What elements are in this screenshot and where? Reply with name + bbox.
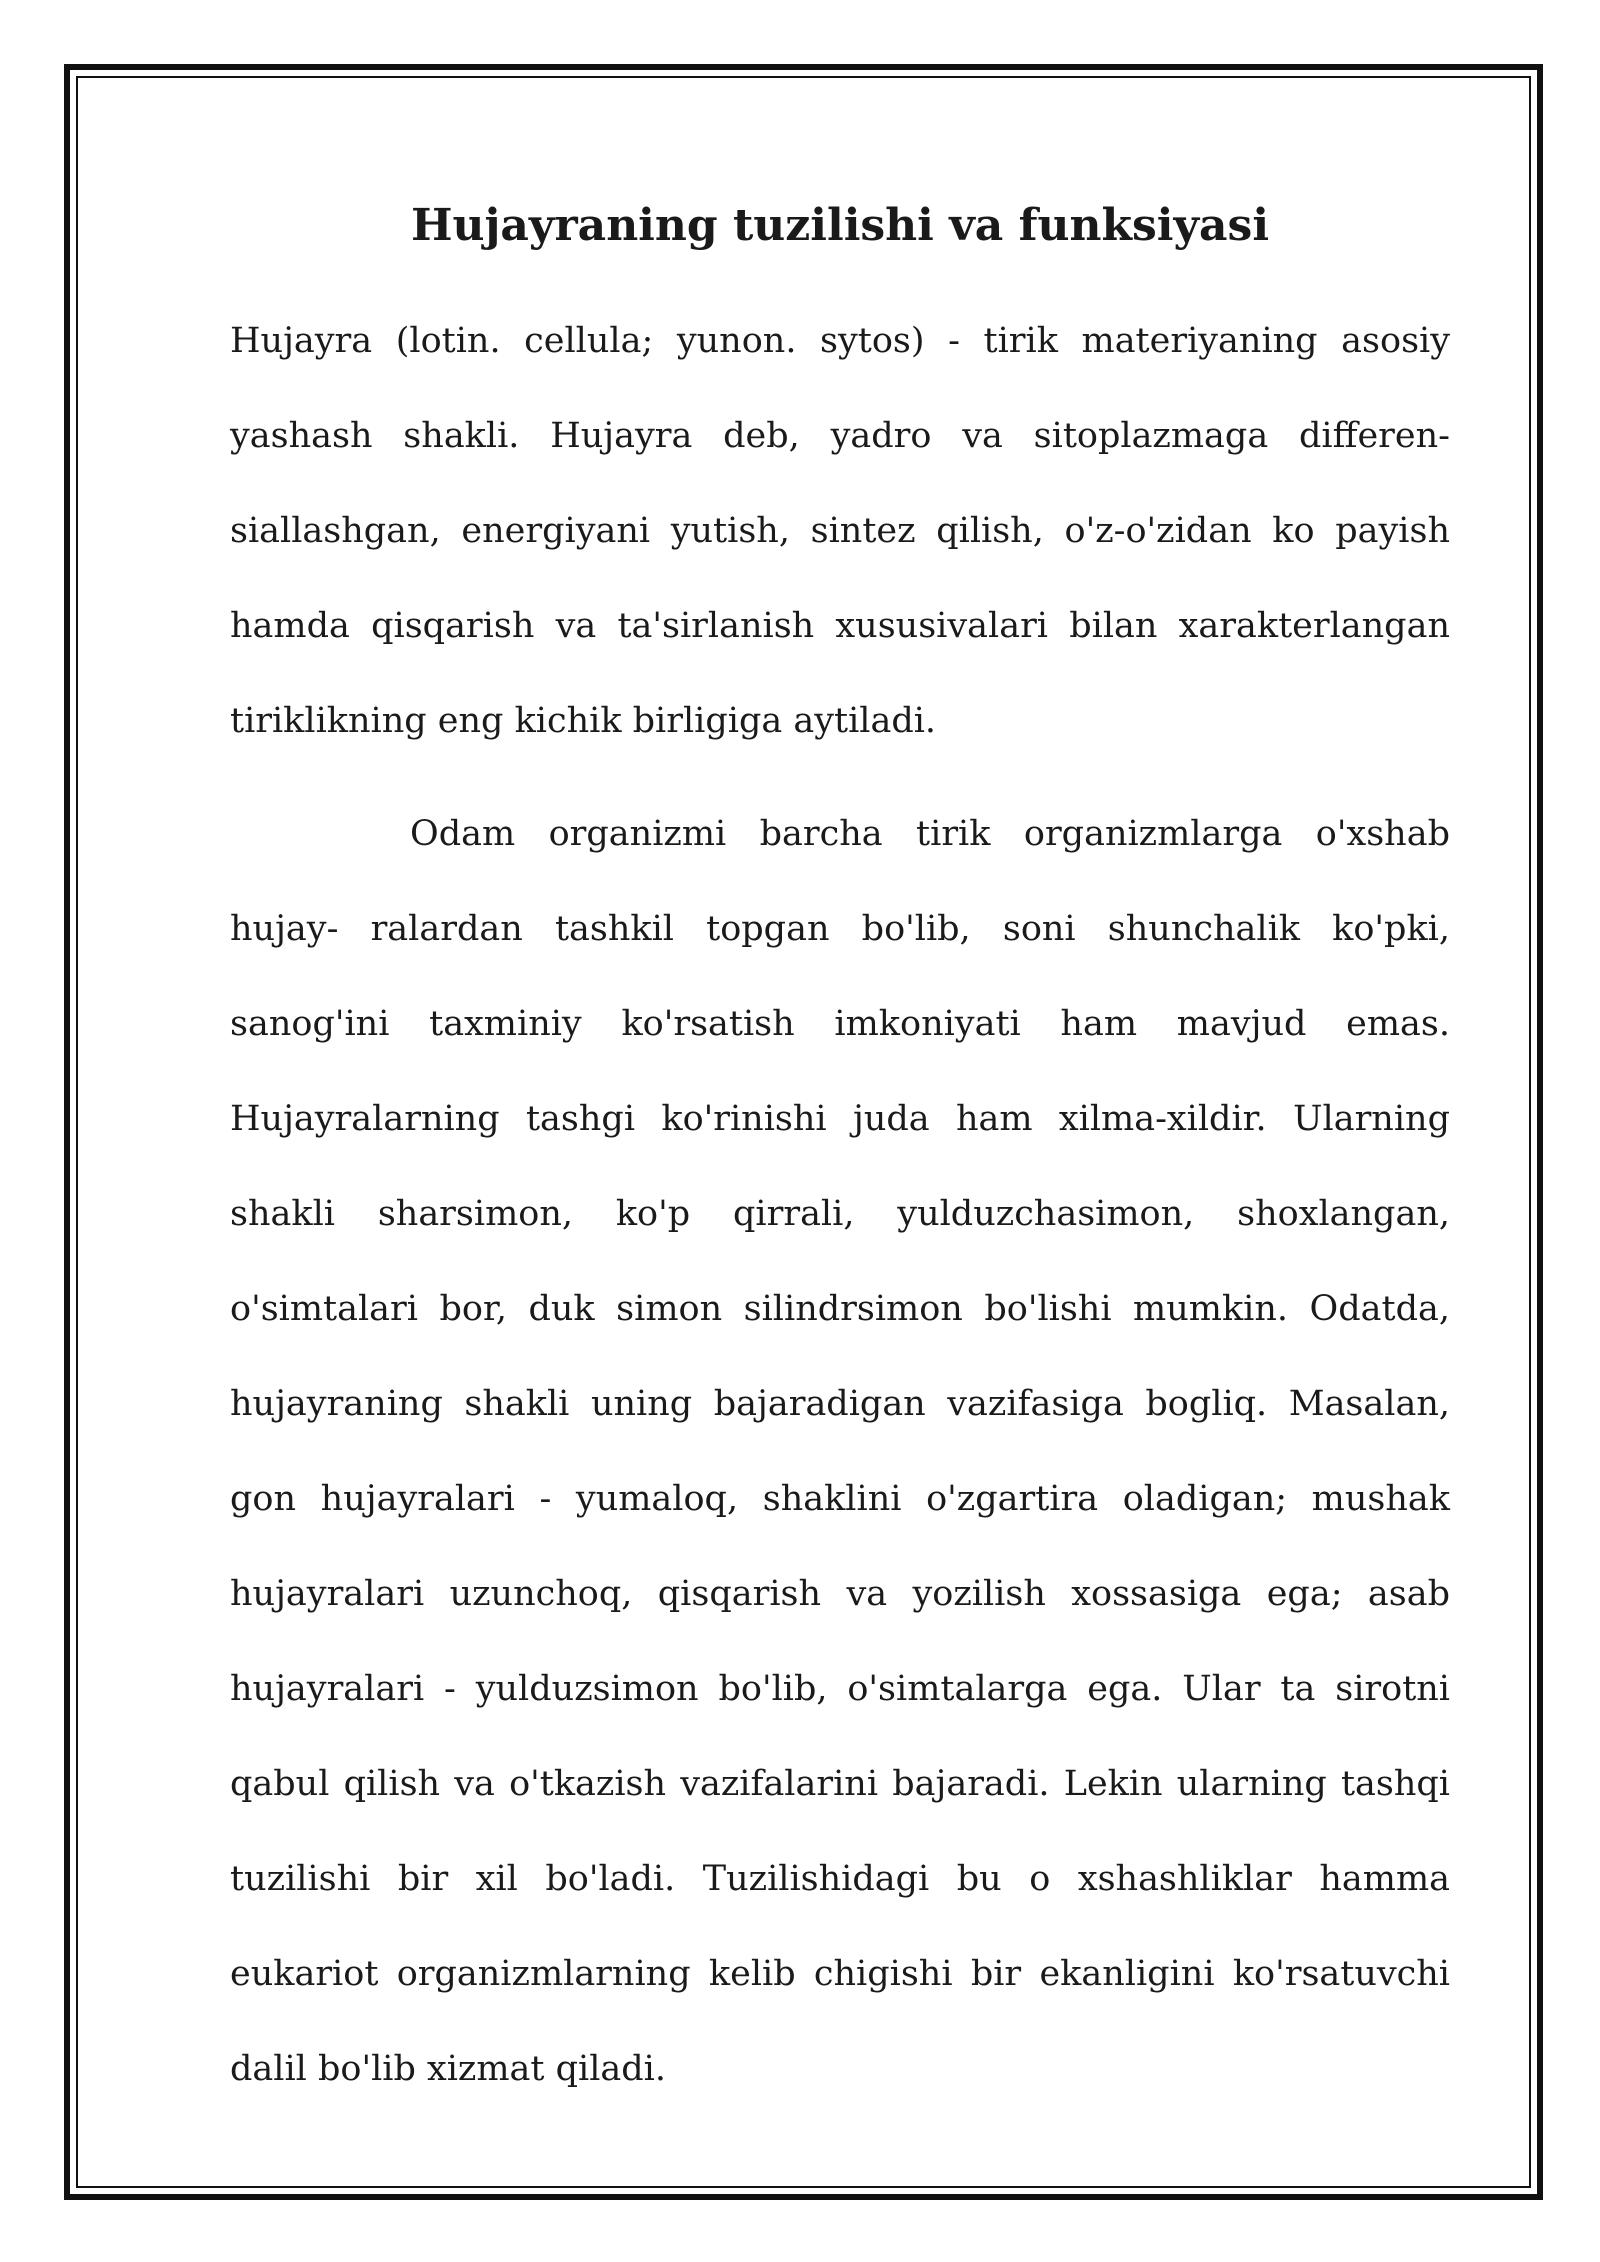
document-body bbox=[230, 170, 1450, 2117]
paragraph-2: Odam organizmi barcha tirik organizmlarga o'xshab hujay- ralardan tashkil topgan bo'lib, soni shunchalik ko'pki, sanog'ini taxminiy ko'rsatish imkoniyati ham mavjud emas. Hujayralarning tashgi ko'rinishi juda ham xilma-xildir. Ularning shakli sharsimon, ko'p qirrali, yulduzchasimon, shoxlangan, o'simtalari bor, duk simon silindrsimon bo'lishi mumkin. Odatda, hujayraning shakli uning bajaradigan vazifasiga bogliq. Masalan, gon hujayralari - yumaloq, shaklini o'zgartira oladigan; mushak hujayralari uzunchoq, qisqarish va yozilish xossasiga ega; asab hujayralari - yulduzsimon bo'lib, o'simtalarga ega. Ular ta sirotni qabul qilish va o'tkazish vazifalarini bajaradi. Lekin ularning tashqi tuzilishi bir xil bo'ladi. Tuzilishidagi bu o xshashliklar hamma eukariot organizmlarning kelib chigishi bir ekanligini ko'rsatuvchi dalil bo'lib xizmat qiladi. bbox=[230, 814, 1450, 2089]
paragraph-1: Hujayra (lotin. cellula; yunon. sytos) - tirik materiyaning asosiy yashash shakli. Hujayra deb, yadro va sitoplazmaga differen- siallashgan, energiyani yutish, sintez qilish, o'z-o'zidan ko payish hamda qisqarish va ta'sirlanish xususivalari bilan xarakterlangan tiriklikning eng kichik birligiga aytiladi. bbox=[230, 321, 1450, 741]
document-title: Hujayraning tuzilishi va funksiyasi bbox=[410, 200, 1270, 251]
